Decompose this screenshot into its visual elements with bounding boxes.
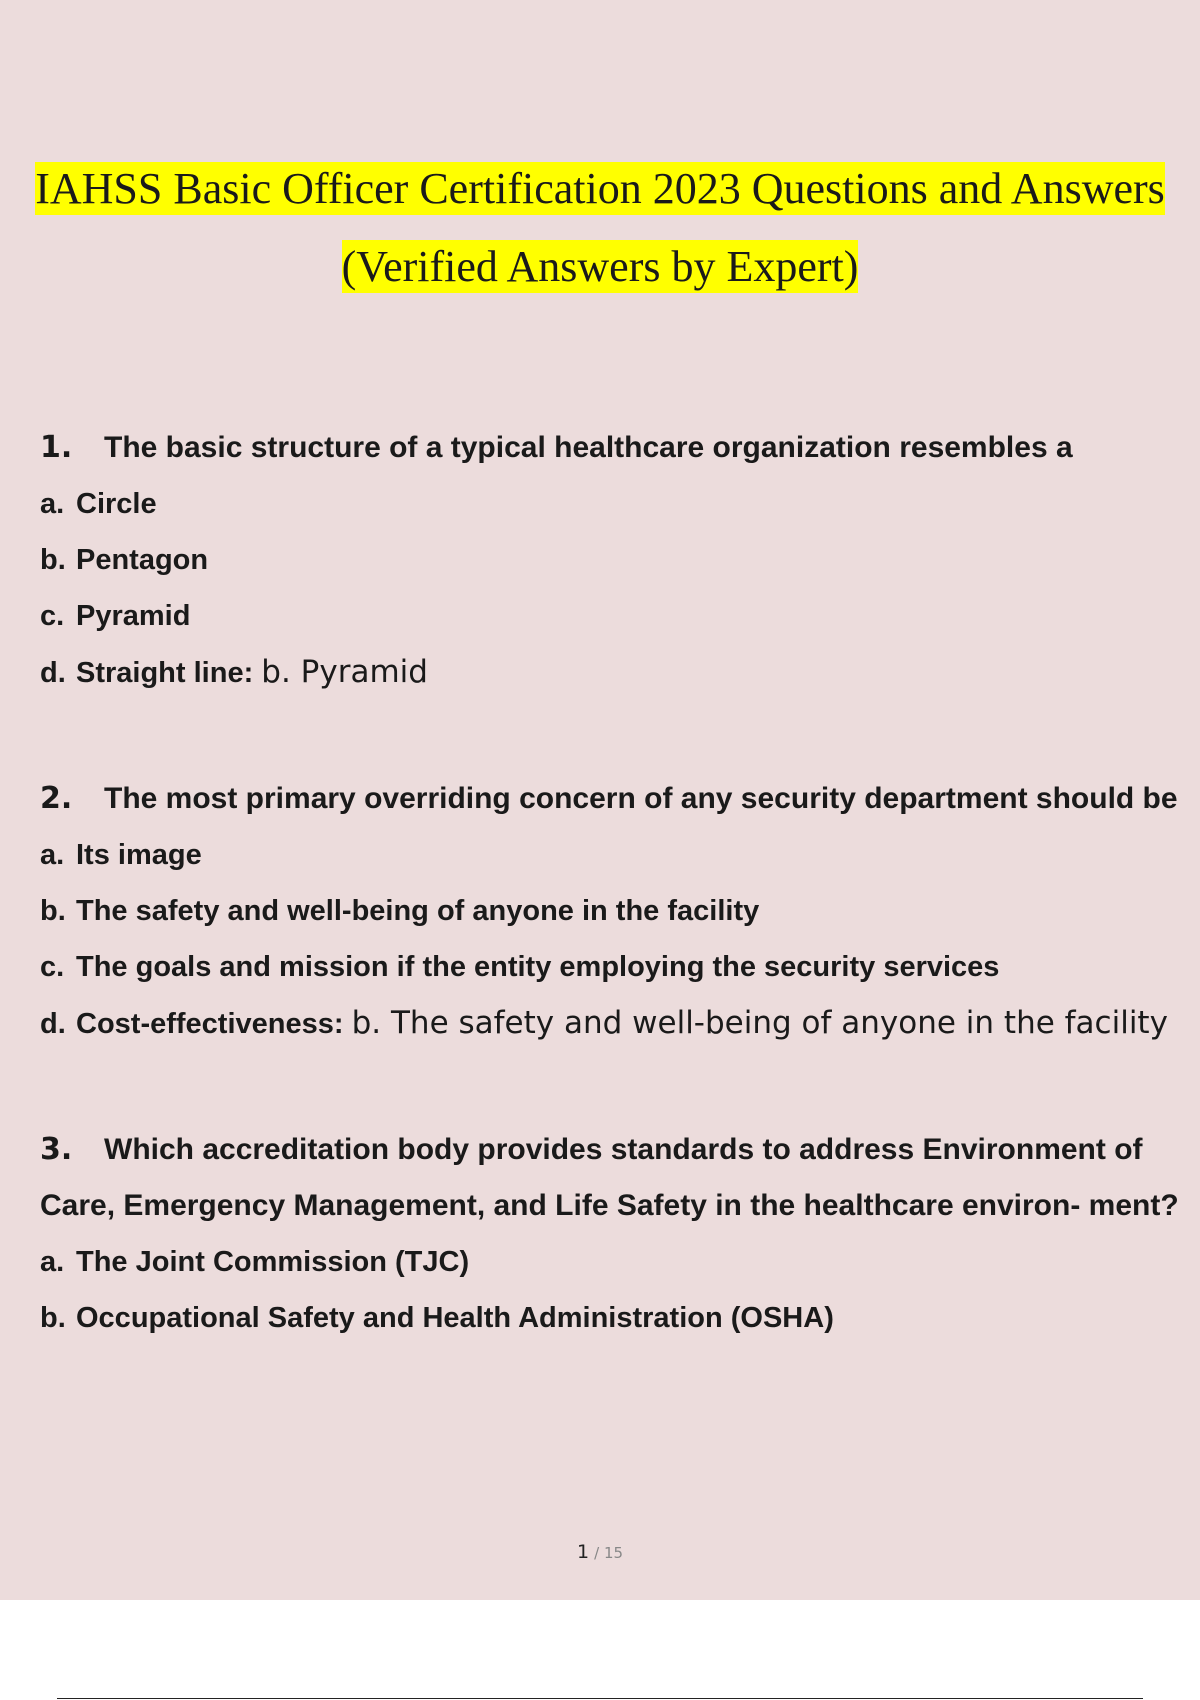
question-text (40, 771, 1180, 827)
option-d (40, 995, 1180, 1052)
option-text: Cost-effectiveness: (76, 1008, 344, 1040)
option-b (40, 532, 1180, 588)
option-c (40, 588, 1180, 644)
option-letter: c. (40, 951, 65, 983)
option-letter: d. (40, 1008, 66, 1040)
option-text: Circle (76, 488, 157, 520)
option-text: The safety and well-being of anyone in the facility (76, 895, 760, 927)
question-text (40, 420, 1180, 476)
option-letter: c. (40, 600, 65, 632)
question-2 (40, 771, 1180, 1052)
option-text: The Joint Commission (TJC) (76, 1246, 470, 1278)
option-text: Occupational Safety and Health Administration (OSHA) (76, 1302, 834, 1334)
option-a (40, 1234, 1180, 1290)
question-prompt: Which accreditation body provides standards to address Environment of Care, Emergency Management, and Life Safety in the healthcare environ- ment? (40, 1133, 1179, 1222)
answer-text: b. Pyramid (261, 654, 428, 690)
option-letter: b. (40, 544, 66, 576)
option-letter: a. (40, 488, 65, 520)
option-text: Pentagon (76, 544, 209, 576)
answer-text: b. The safety and well-being of anyone in the facility (351, 1005, 1168, 1041)
title-line-1: IAHSS Basic Officer Certification 2023 Questions and Answers (35, 164, 1165, 213)
option-letter: b. (40, 1302, 66, 1334)
questions-list (40, 420, 1180, 1346)
option-c (40, 939, 1180, 995)
option-text: Its image (76, 839, 202, 871)
option-letter: b. (40, 895, 66, 927)
document-title (0, 150, 1200, 306)
question-3 (40, 1122, 1180, 1346)
option-text: Straight line: (76, 657, 254, 689)
current-page: 1 (576, 1541, 590, 1563)
spacer (40, 701, 1180, 771)
question-number: 2. (40, 781, 73, 816)
option-b (40, 1290, 1180, 1346)
option-letter: a. (40, 839, 65, 871)
option-b (40, 883, 1180, 939)
question-text (40, 1122, 1180, 1234)
option-text: The goals and mission if the entity employing the security services (76, 951, 1000, 983)
title-line-2: (Verified Answers by Expert) (341, 242, 859, 291)
option-a (40, 827, 1180, 883)
option-letter: a. (40, 1246, 65, 1278)
option-letter: d. (40, 657, 66, 689)
option-a (40, 476, 1180, 532)
question-number: 3. (40, 1132, 73, 1167)
option-d (40, 644, 1180, 701)
question-number: 1. (40, 430, 73, 465)
total-pages: / 15 (594, 1544, 624, 1562)
page-indicator (0, 1541, 1200, 1563)
option-text: Pyramid (76, 600, 191, 632)
question-prompt: The most primary overriding concern of any security department should be (104, 782, 1178, 815)
question-1 (40, 420, 1180, 701)
spacer (40, 1052, 1180, 1122)
question-prompt: The basic structure of a typical healthcare organization resembles a (104, 431, 1073, 464)
page-divider (57, 1698, 1143, 1699)
